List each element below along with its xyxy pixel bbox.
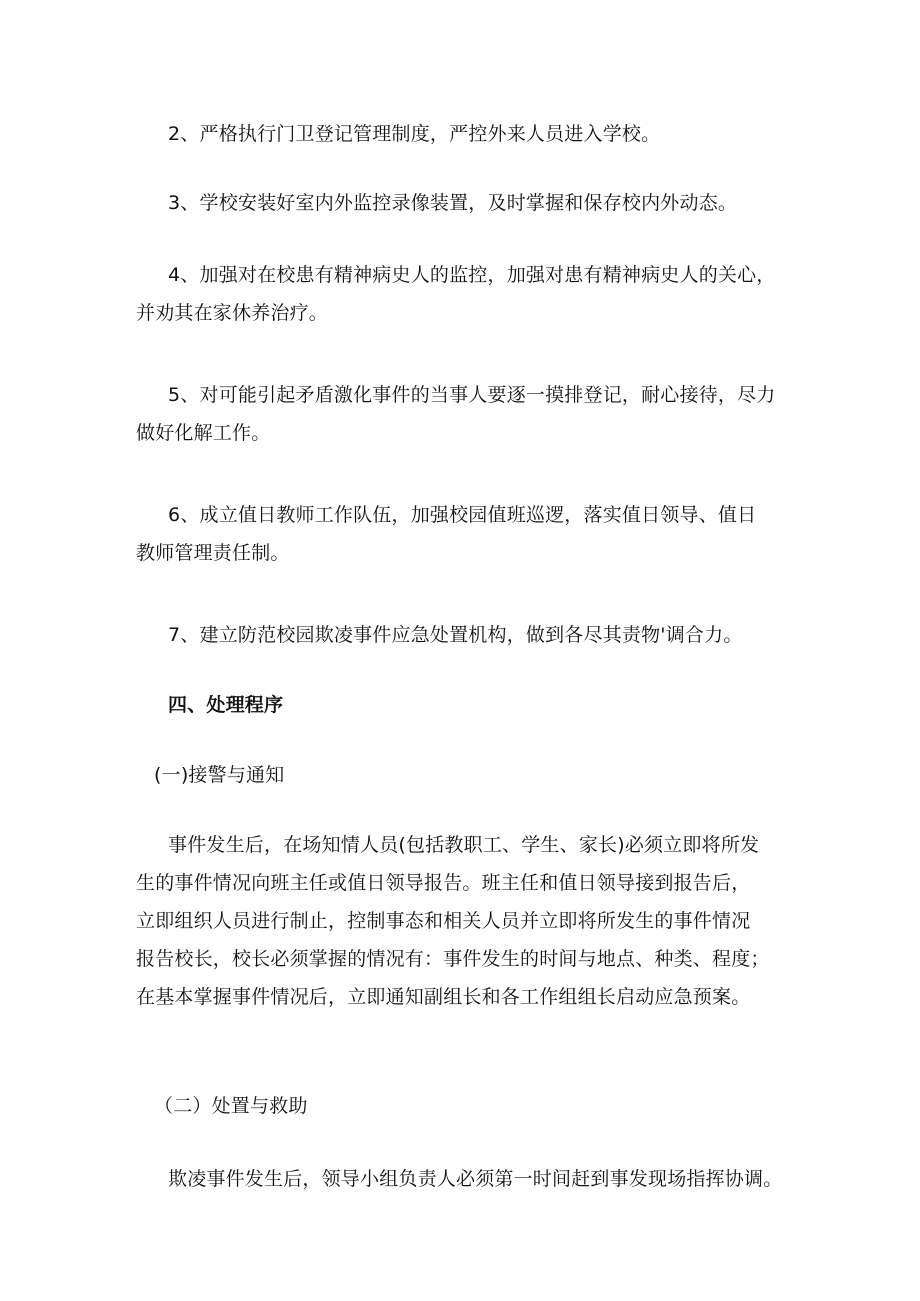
subsection-heading-text: （二）处置与救助: [154, 1095, 308, 1117]
text-line: 报告校长，校长必须掌握的情况有：事件发生的时间与地点、种类、程度；: [136, 948, 770, 970]
paragraph-item-2: [136, 115, 816, 153]
paragraph-item-5: [136, 376, 816, 452]
text-line: 生的事件情况向班主任或值日领导报告。班主任和值日领导接到报告后，: [136, 872, 751, 894]
text-line: 立即组织人员进行制止，控制事态和相关人员并立即将所发生的事件情况: [136, 910, 751, 932]
section-heading: [136, 686, 816, 724]
text-line: 并劝其在家休养治疗。: [136, 302, 329, 324]
subsection-heading-2: [136, 1087, 816, 1125]
text-line: 教师管理责任制。: [136, 542, 290, 564]
text-line: 欺凌事件发生后，领导小组负责人必须第一时间赶到事发现场指挥协调。: [168, 1168, 783, 1190]
text-line: 3、学校安装好室内外监控录像装置，及时掌握和保存校内外动态。: [168, 192, 738, 214]
subsection-heading-text: (一)接警与通知: [154, 764, 285, 786]
text-line: 2、严格执行门卫登记管理制度，严控外来人员进入学校。: [168, 123, 661, 145]
paragraph-item-4: [136, 256, 816, 332]
section-heading-text: 四、处理程序: [168, 694, 284, 716]
subsection-heading-1: [136, 756, 816, 794]
text-line: 做好化解工作。: [136, 422, 271, 444]
text-line: 在基本掌握事件情况后，立即通知副组长和各工作组组长启动应急预案。: [136, 986, 751, 1008]
text-line: 4、加强对在校患有精神病史人的监控，加强对患有精神病史人的关心，: [168, 264, 776, 286]
text-line: 5、对可能引起矛盾激化事件的当事人要逐一摸排登记，耐心接待，尽力: [168, 384, 776, 406]
paragraph-item-3: [136, 184, 816, 222]
text-line: 6、成立值日教师工作队伍，加强校园值班巡逻，落实值日领导、值日: [168, 504, 757, 526]
paragraph-item-6: [136, 496, 816, 572]
subsection-1-body: [136, 826, 816, 1016]
text-line: 事件发生后，在场知情人员(包括教职工、学生、家长)必须立即将所发: [168, 834, 760, 856]
paragraph-item-7: [136, 616, 816, 654]
subsection-2-body: [136, 1160, 816, 1198]
text-line: 7、建立防范校园欺凌事件应急处置机构，做到各尽其责物'调合力。: [168, 624, 743, 646]
